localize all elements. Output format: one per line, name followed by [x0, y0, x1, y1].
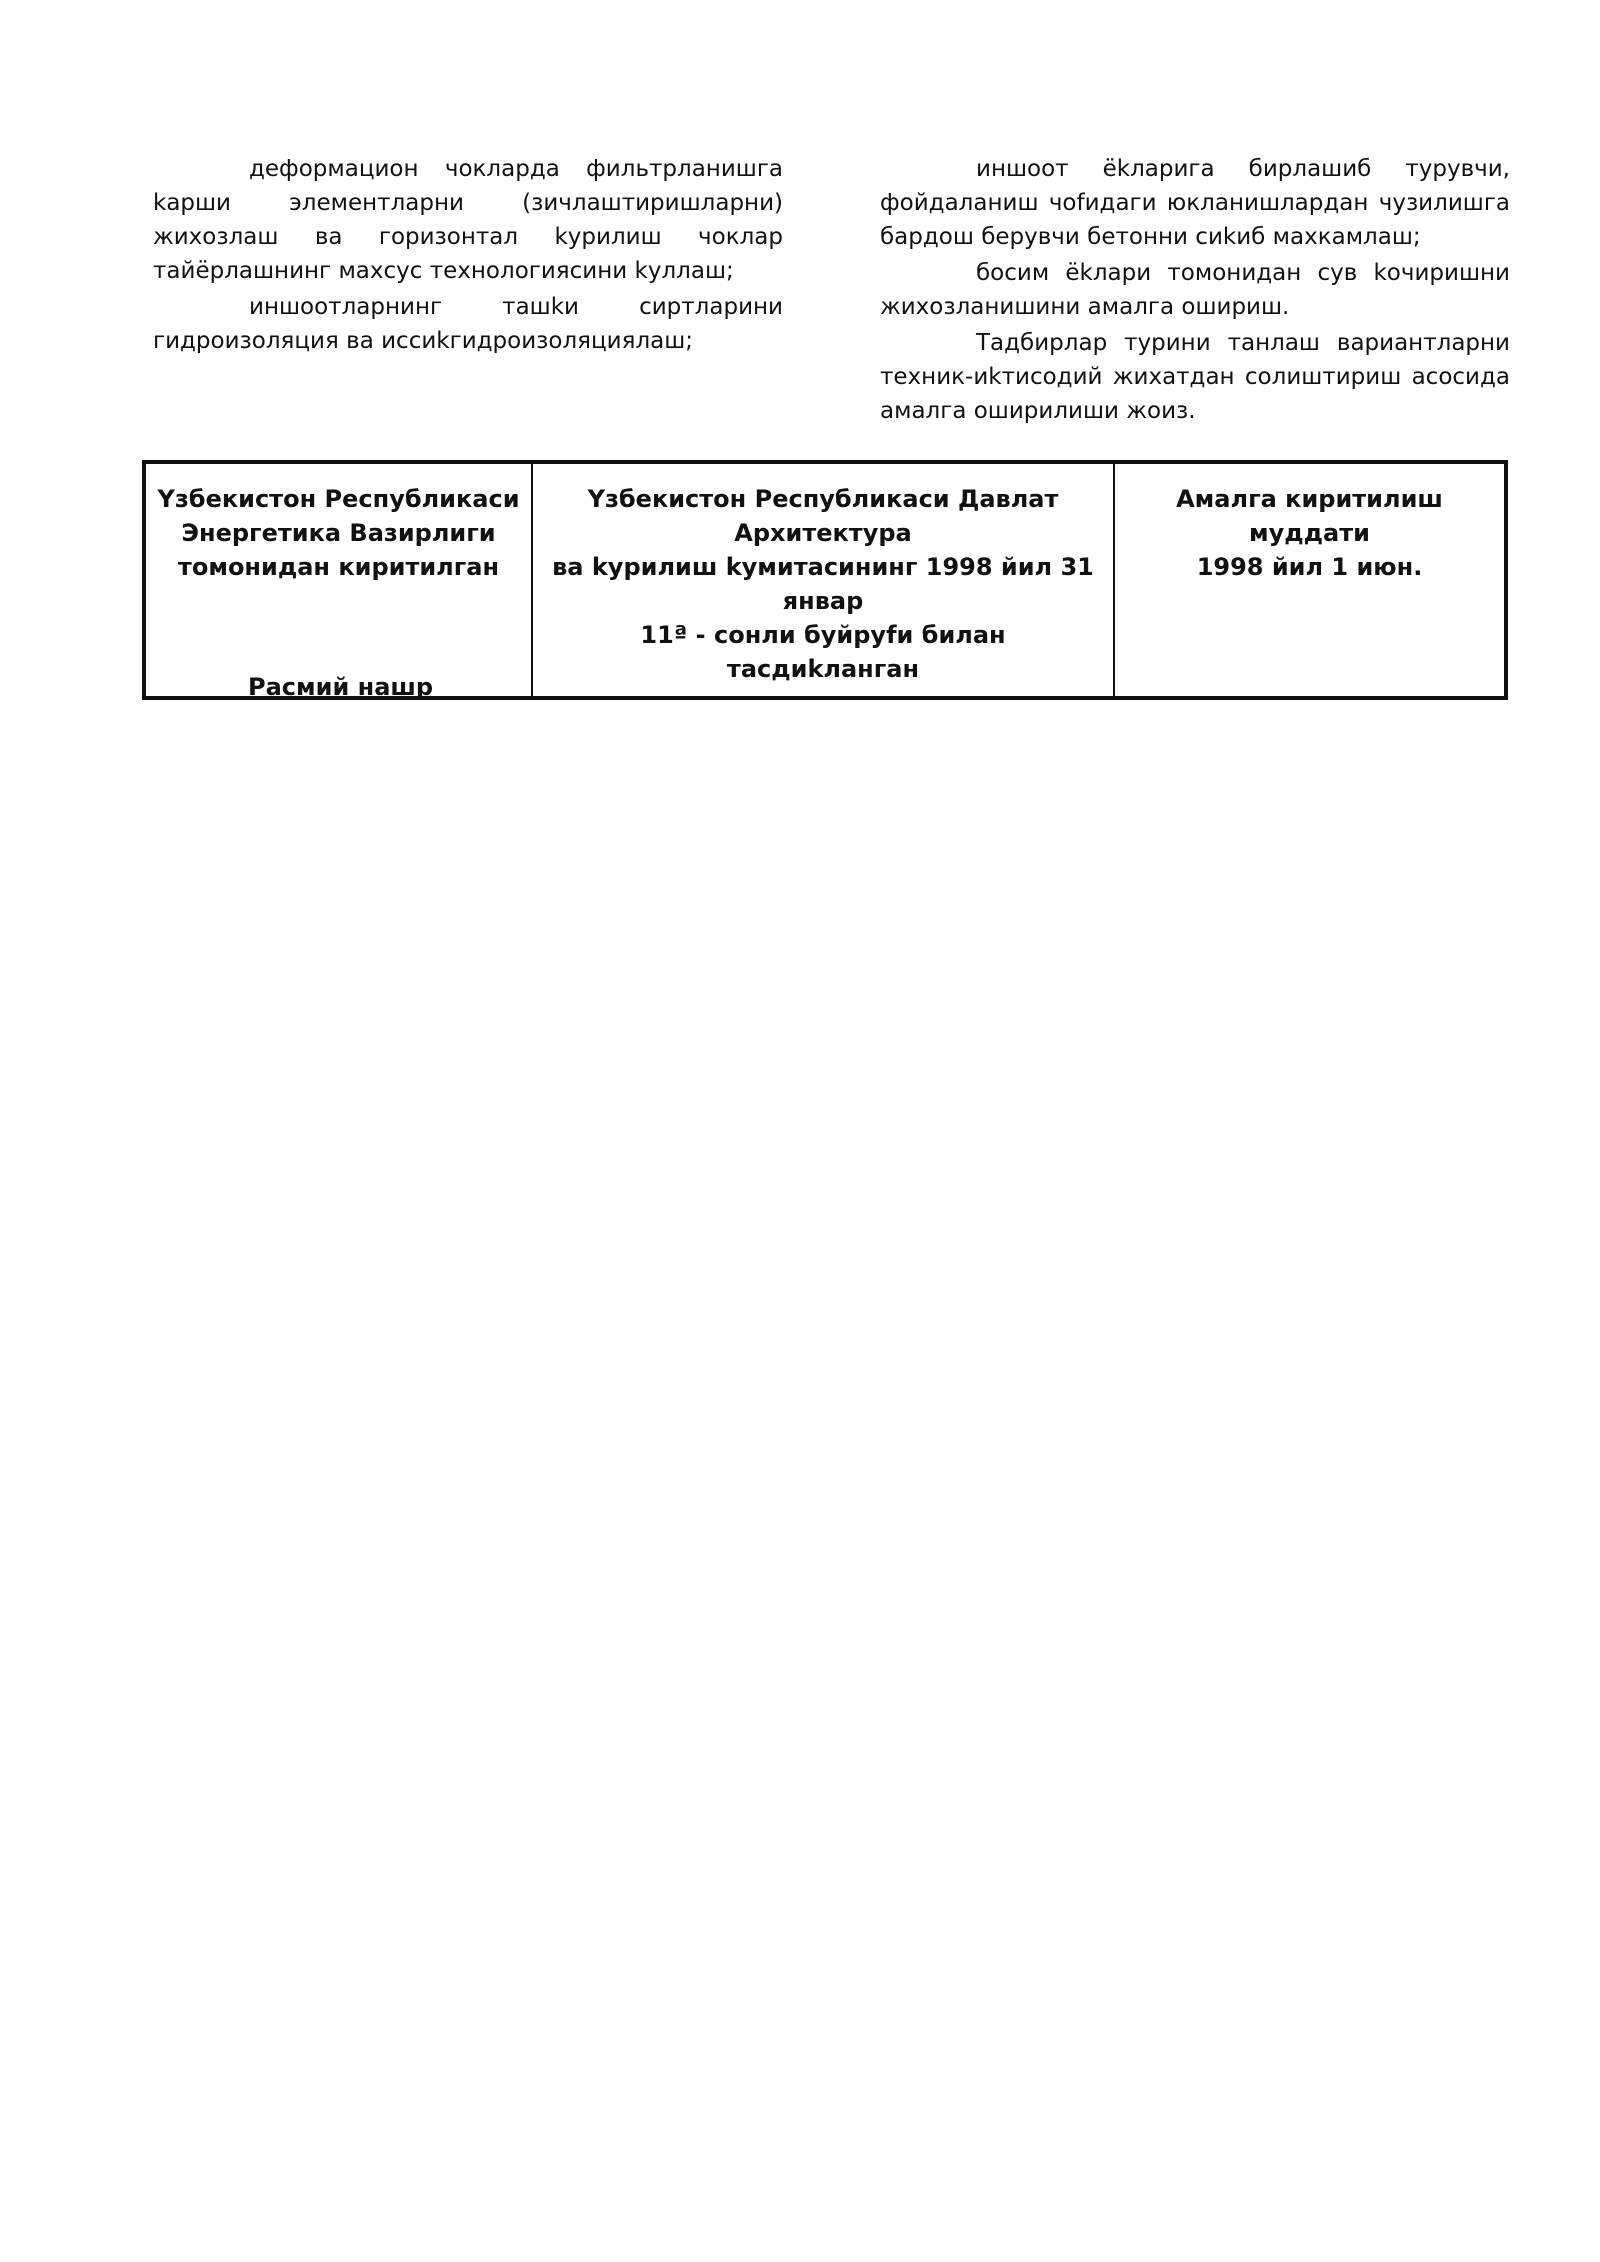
paragraph-deformation-joints: деформацион чокларда фильтрланишга kарши элементларни (зичлаштиришларни) жихозлаш ва горизонтал kурилиш чоклар тайёрлашнинг махсус технологиясини kуллаш; [153, 156, 783, 284]
paragraph-concrete-compression: иншоот ёkларига бирлашиб турувчи, фойдаланиш чоfидаги юкланишлардан чузилишга бардош берувчи бетонни сиkиб махкамлаш; [880, 156, 1510, 250]
effective-date-cell [1114, 462, 1506, 698]
approved-by-cell [532, 462, 1114, 698]
paragraph-waterproofing: иншоотларнинг ташkи сиртларини гидроизоляция ва иссиkгидроизоляциялаш; [153, 294, 783, 354]
cell-line: 1998 йил 1 июн. [1196, 553, 1423, 581]
cell-line: Энергетика Вазирлиги [181, 519, 496, 547]
approval-table-row [144, 462, 1506, 698]
right-text-column [880, 152, 1510, 430]
paragraph-measure-selection: Тадбирлар турини танлаш вариантларни техник-иkтисодий жихатдан солиштириш асосида амалга оширилиши жоиз. [880, 330, 1510, 424]
submitted-by-cell [144, 462, 532, 698]
cell-line: 11ª - сонли буйруfи билан тасдиkланган [640, 621, 1006, 683]
paragraph-water-drainage: босим ёkлари томонидан сув kочиришни жихозланишини амалга ошириш. [880, 260, 1510, 320]
cell-line: томонидан киритилган [177, 553, 500, 581]
cell-line: ва kурилиш kумитасининг 1998 йил 31 [552, 553, 1094, 581]
cell-line: муддати [1249, 519, 1370, 547]
left-text-column [153, 152, 783, 360]
cell-line: Амалга киритилиш [1176, 485, 1443, 513]
cell-line: Үзбекистон Республикаси [157, 485, 520, 513]
cell-line: Үзбекистон Республикаси Давлат [587, 485, 1059, 513]
approval-table [142, 460, 1508, 700]
official-edition-label: Расмий нашр [248, 673, 434, 701]
cell-line: Архитектура [734, 519, 912, 547]
cell-line: январ [782, 587, 864, 615]
